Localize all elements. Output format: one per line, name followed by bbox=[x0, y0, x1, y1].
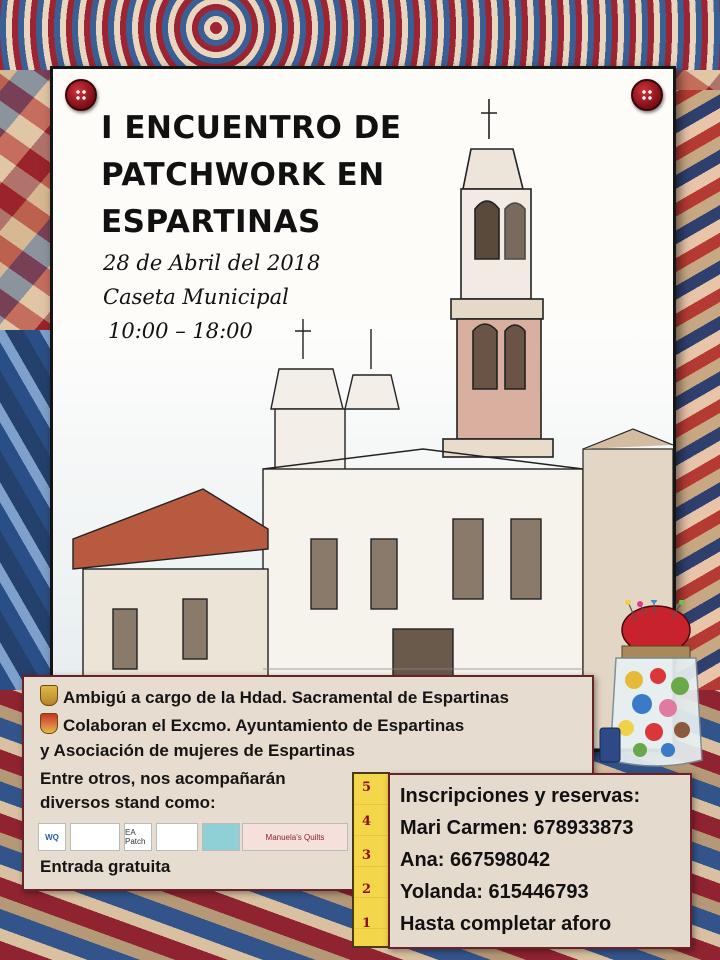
event-time: 10:00 – 18:00 bbox=[108, 319, 253, 343]
event-date: 28 de Abril del 2018 bbox=[103, 251, 321, 275]
contact-panel bbox=[388, 773, 692, 949]
asociacion-text: y Asociación de mujeres de Espartinas bbox=[40, 741, 355, 760]
ayuntamiento-crest-icon bbox=[40, 713, 58, 734]
acompanaran-text: Entre otros, nos acompañarán bbox=[40, 769, 286, 788]
contact-footer: Hasta completar aforo bbox=[400, 913, 612, 935]
tape-number: 1 bbox=[362, 916, 372, 931]
contact-phone: Yolanda: 615446793 bbox=[400, 881, 589, 903]
tape-number: 5 bbox=[362, 780, 372, 795]
tape-number: 4 bbox=[362, 814, 372, 829]
poster-card bbox=[50, 66, 676, 752]
title-line: I ENCUENTRO DE bbox=[101, 110, 402, 146]
contact-phone: Ana: 667598042 bbox=[400, 849, 551, 871]
entrada-text: Entrada gratuita bbox=[40, 857, 171, 876]
sponsor-logo bbox=[202, 823, 240, 851]
button-pin-icon bbox=[631, 79, 663, 111]
sponsor-logo bbox=[70, 823, 120, 851]
sponsor-logo: WQ bbox=[38, 823, 66, 851]
title-line: ESPARTINAS bbox=[101, 204, 321, 240]
ambigu-text: Ambigú a cargo de la Hdad. Sacramental de Espartinas bbox=[63, 688, 509, 707]
fabric-background-top bbox=[0, 0, 720, 70]
button-pin-icon bbox=[65, 79, 97, 111]
stand-text: diversos stand como: bbox=[40, 793, 216, 812]
event-place: Caseta Municipal bbox=[103, 285, 289, 309]
tape-number: 2 bbox=[362, 882, 372, 897]
colaboran-text: Colaboran el Excmo. Ayuntamiento de Espartinas bbox=[63, 716, 465, 735]
sponsor-logo: Manuela's Quilts bbox=[242, 823, 348, 851]
hermandad-crest-icon bbox=[40, 685, 58, 706]
ambigu-line bbox=[40, 685, 509, 708]
measuring-tape-icon bbox=[352, 772, 390, 948]
title-line: PATCHWORK EN bbox=[101, 157, 385, 193]
contact-heading: Inscripciones y reservas: bbox=[400, 785, 641, 807]
colaboran-line bbox=[40, 713, 464, 736]
sponsor-logo bbox=[156, 823, 198, 851]
button-jar-icon bbox=[596, 600, 714, 770]
sponsor-logo: EA Patch bbox=[124, 823, 152, 851]
contact-phone: Mari Carmen: 678933873 bbox=[400, 817, 634, 839]
event-title bbox=[101, 105, 441, 246]
tape-number: 3 bbox=[362, 848, 372, 863]
